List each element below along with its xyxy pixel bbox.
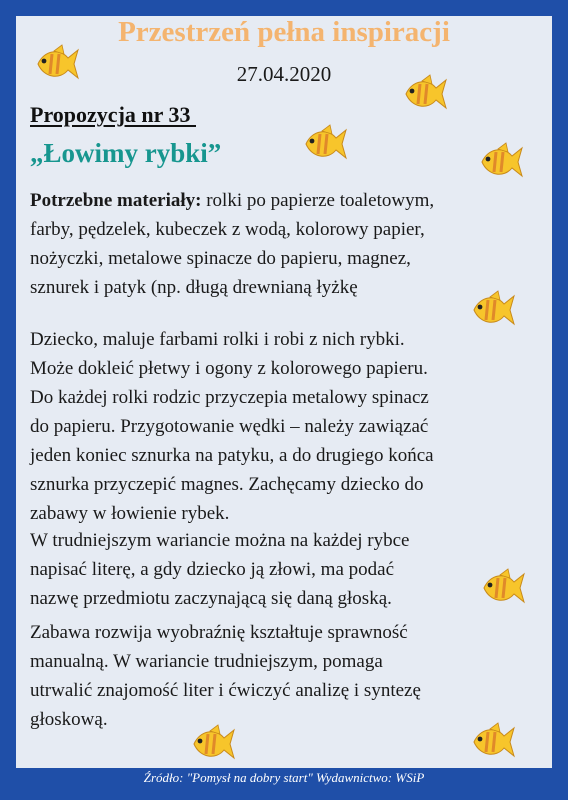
summary-line: Zabawa rozwija wyobraźnię kształtuje sprawność	[30, 622, 408, 643]
variant-paragraph	[30, 526, 520, 613]
materials-line-2: farby, pędzelek, kubeczek z wodą, kolorowy papier,	[30, 219, 425, 240]
materials-text: rolki po papierze toaletowym,	[201, 190, 435, 211]
description-line: Może dokleić płetwy i ogony z kolorowego papieru.	[30, 358, 428, 379]
summary-line: głoskową.	[30, 709, 108, 730]
fish-icon	[478, 142, 524, 182]
materials-line-4: sznurek i patyk (np. długą drewnianą łyżkę	[30, 277, 358, 298]
variant-line: W trudniejszym wariancie można na każdej rybce	[30, 530, 410, 551]
summary-line: manualną. W wariancie trudniejszym, pomaga	[30, 651, 383, 672]
fish-icon	[34, 44, 80, 84]
description-line: zabawy w łowienie rybek.	[30, 503, 230, 524]
description-line: do papieru. Przygotowanie wędki – należy zawiązać	[30, 416, 429, 437]
variant-line: nazwę przedmiotu zaczynającą się daną głoską.	[30, 588, 392, 609]
page-title: Przestrzeń pełna inspiracji	[118, 16, 450, 48]
materials-label: Potrzebne materiały:	[30, 190, 202, 211]
materials-line-3: nożyczki, metalowe spinacze do papieru, magnez,	[30, 248, 411, 269]
proposal-number: Propozycja nr 33	[30, 102, 196, 127]
source-credit: Źródło: "Pomysł na dobry start" Wydawnictwo: WSiP	[143, 770, 425, 785]
description-line: Dziecko, maluje farbami rolki i robi z nich rybki.	[30, 329, 405, 350]
materials-paragraph	[30, 186, 520, 302]
description-line: Do każdej rolki rodzic przyczepia metalowy spinacz	[30, 387, 429, 408]
fish-icon	[480, 568, 526, 608]
fish-icon	[302, 124, 348, 164]
variant-line: napisać literę, a gdy dziecko ją złowi, ma podać	[30, 559, 395, 580]
fish-icon	[470, 290, 516, 330]
fish-icon	[190, 724, 236, 764]
activity-title: „Łowimy rybki”	[30, 138, 222, 168]
fish-icon	[470, 722, 516, 762]
description-line: jeden koniec sznurka na patyku, a do drugiego końca	[30, 445, 434, 466]
description-paragraph	[30, 325, 520, 528]
summary-paragraph	[30, 618, 520, 734]
summary-line: utrwalić znajomość liter i ćwiczyć analizę i syntezę	[30, 680, 421, 701]
fish-icon	[402, 74, 448, 114]
page-date: 27.04.2020	[236, 62, 332, 86]
description-line: sznurka przyczepić magnes. Zachęcamy dziecko do	[30, 474, 424, 495]
materials-line-1	[30, 186, 520, 215]
